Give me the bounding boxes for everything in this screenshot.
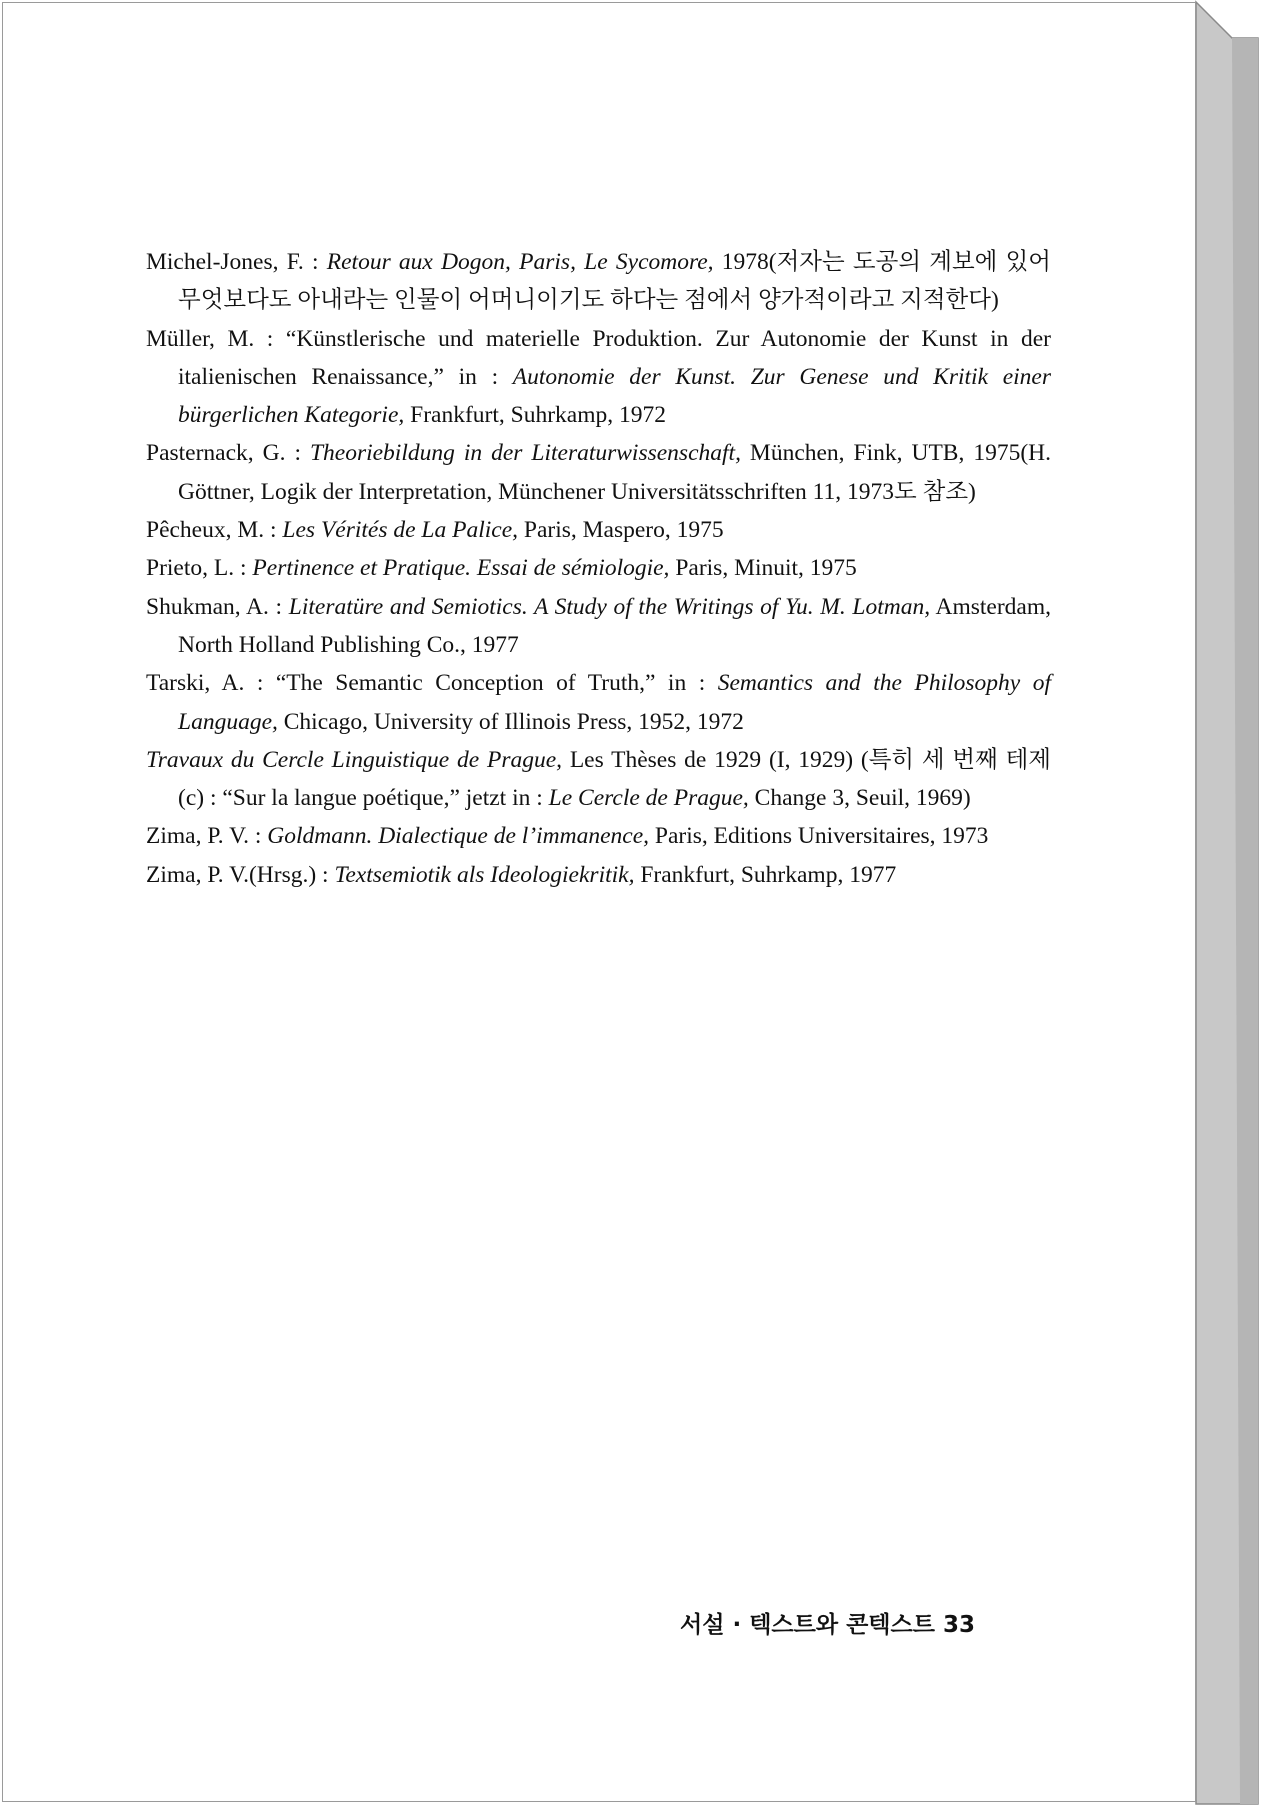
book-page: [2, 2, 1196, 1802]
entry-text: Pasternack, G. :: [146, 440, 310, 467]
entry-title: Theoriebildung in der Literaturwissenschaft,: [309, 440, 741, 467]
bibliography-entry: [146, 243, 1051, 320]
entry-text: München, Fink, UTB, 1975(H. Göttner, Logik der Interpretation, Münchener Universitätsschriften 11, 1973도 참조): [178, 440, 1051, 505]
entry-text: Paris, Editions Universitaires, 1973: [649, 823, 989, 850]
entry-text: Müller, M. : “Künstlerische und materielle Produktion. Zur Autonomie der Kunst in der italienischen Renaissance,” in :: [146, 325, 1051, 390]
entry-title: Autonomie der Kunst. Zur Genese und Kritik einer bürgerlichen Kategorie,: [178, 363, 1051, 429]
bibliography-entry: [146, 588, 1051, 665]
entry-text: Prieto, L. :: [146, 555, 253, 582]
bibliography-entry: [146, 320, 1051, 435]
entry-title: Literatüre and Semiotics. A Study of the Writings of Yu. M. Lotman,: [288, 593, 931, 620]
bibliography-entry: [146, 741, 1051, 818]
entry-title: Textsemiotik als Ideologiekritik,: [334, 861, 635, 888]
entry-text: Paris, Maspero, 1975: [518, 517, 724, 544]
entry-text: Shukman, A. :: [146, 593, 289, 620]
bibliography-entry: [146, 511, 1051, 549]
entry-text: Frankfurt, Suhrkamp, 1972: [404, 402, 667, 429]
entry-text: Zima, P. V.(Hrsg.) :: [146, 861, 335, 888]
entry-text: Tarski, A. : “The Semantic Conception of Truth,” in :: [146, 670, 718, 697]
entry-text: Amsterdam, North Holland Publishing Co., 1977: [178, 593, 1052, 658]
page-number: 33: [942, 1612, 975, 1638]
bibliography-list: [146, 243, 1051, 894]
entry-text: Change 3, Seuil, 1969): [748, 785, 971, 812]
entry-text: Chicago, University of Illinois Press, 1952, 1972: [277, 708, 744, 735]
entry-text: Frankfurt, Suhrkamp, 1977: [634, 861, 897, 888]
entry-text: Les Thèses de 1929 (I, 1929) (특히 세 번째 테제 (c) : “Sur la langue poétique,” jetzt in :: [178, 746, 1052, 812]
entry-title: Les Vérités de La Palice,: [282, 517, 519, 544]
bibliography-entry: [146, 856, 1051, 894]
entry-title: Pertinence et Pratique. Essai de sémiologie,: [252, 555, 670, 582]
entry-text: Pêcheux, M. :: [146, 517, 283, 544]
entry-title: Semantics and the Philosophy of Language,: [178, 670, 1051, 735]
bibliography-entry: [146, 817, 1051, 855]
bibliography-entry: [146, 664, 1051, 741]
page-footer: [680, 1606, 975, 1639]
entry-text: 1978(저자는 도공의 계보에 있어 무엇보다도 아내라는 인물이 어머니이기도 하다는 점에서 양가적이라고 지적한다): [178, 249, 1051, 314]
running-head: 서설 · 텍스트와 콘텍스트: [680, 1612, 935, 1638]
bibliography-entry: [146, 549, 1051, 587]
bibliography-entry: [146, 434, 1051, 511]
entry-title: Travaux du Cercle Linguistique de Prague,: [146, 746, 563, 773]
entry-text: Zima, P. V. :: [146, 823, 268, 850]
entry-title: Le Cercle de Prague,: [548, 785, 749, 812]
entry-title: Goldmann. Dialectique de l’immanence,: [267, 823, 650, 850]
entry-title: Retour aux Dogon, Paris, Le Sycomore,: [326, 249, 714, 275]
entry-text: Michel-Jones, F. :: [146, 249, 327, 275]
entry-text: Paris, Minuit, 1975: [669, 555, 857, 582]
